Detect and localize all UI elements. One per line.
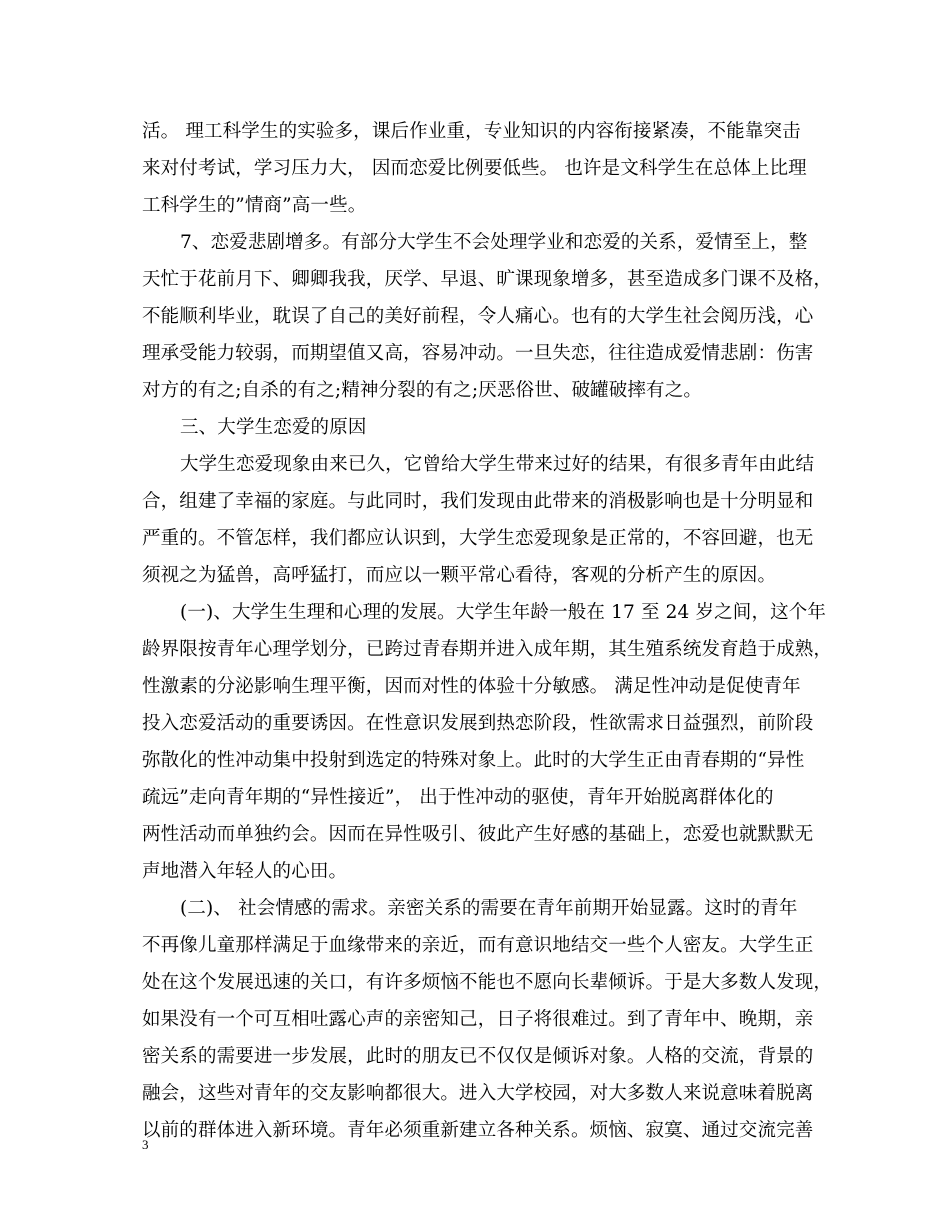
text-line: 来对付考试，学习压力大， 因而恋爱比例要低些。 也许是文科学生在总体上比理: [142, 158, 807, 179]
text-line: 投入恋爱活动的重要诱因。在性意识发展到热恋阶段，性欲需求日益强烈，前阶段: [142, 713, 814, 734]
text-line: 龄界限按青年心理学划分，已跨过青春期并进入成年期，其生殖系统发育趋于成熟，: [142, 639, 833, 660]
text-line: 须视之为猛兽，高呼猛打，而应以一颗平常心看待，客观的分析产生的原因。: [142, 565, 777, 586]
text-line: 天忙于花前月下、卿卿我我，厌学、早退、旷课现象增多，甚至造成多门课不及格，: [142, 269, 833, 290]
text-line: 疏远”走向青年期的“异性接近”， 出于性冲动的驱使，青年开始脱离群体化的: [142, 787, 774, 808]
text-line: 密关系的需要进一步发展，此时的朋友已不仅仅是倾诉对象。人格的交流，背景的: [142, 1046, 814, 1067]
text-line: 以前的群体进入新环境。青年必须重新建立各种关系。烦恼、寂寞、通过交流完善: [142, 1120, 814, 1141]
text-line: 两性活动而单独约会。因而在异性吸引、彼此产生好感的基础上，恋爱也就默默无: [142, 824, 814, 845]
text-line: 严重的。不管怎样，我们都应认识到，大学生恋爱现象是正常的，不容回避，也无: [142, 528, 814, 549]
text-line: 处在这个发展迅速的关口，有许多烦恼不能也不愿向长辈倾诉。于是大多数人发现，: [142, 972, 833, 993]
text-line: 三、大学生恋爱的原因: [180, 417, 367, 438]
text-line: 弥散化的性冲动集中投射到选定的特殊对象上。此时的大学生正由青春期的“异性: [142, 750, 805, 771]
text-line: (二)、 社会情感的需求。亲密关系的需要在青年前期开始显露。这时的青年: [180, 898, 798, 919]
text-line: 声地潜入年轻人的心田。: [142, 861, 348, 882]
text-line: 活。 理工科学生的实验多，课后作业重，专业知识的内容衔接紧凑，不能靠突击: [142, 121, 801, 142]
text-line: 如果没有一个可互相吐露心声的亲密知己，日子将很难过。到了青年中、晚期，亲: [142, 1009, 814, 1030]
page-number: 3: [142, 1137, 149, 1152]
text-line: 7、恋爱悲剧增多。有部分大学生不会处理学业和恋爱的关系，爱情至上，整: [180, 232, 808, 253]
text-line: 性激素的分泌影响生理平衡，因而对性的体验十分敏感。 满足性冲动是促使青年: [142, 676, 801, 697]
text-line: 对方的有之;自杀的有之;精神分裂的有之;厌恶俗世、破罐破摔有之。: [142, 380, 703, 401]
text-line: 合，组建了幸福的家庭。与此同时，我们发现由此带来的消极影响也是十分明显和: [142, 491, 814, 512]
text-line: 不能顺利毕业，耽误了自己的美好前程，令人痛心。也有的大学生社会阅历浅，心: [142, 306, 814, 327]
text-line: 融会，这些对青年的交友影响都很大。进入大学校园，对大多数人来说意味着脱离: [142, 1083, 814, 1104]
text-line: (一)、大学生生理和心理的发展。大学生年龄一般在 17 至 24 岁之间，这个年: [180, 602, 827, 623]
body-text: [142, 113, 833, 1149]
text-line: 工科学生的”情商”高一些。: [142, 195, 367, 216]
text-line: 不再像儿童那样满足于血缘带来的亲近，而有意识地结交一些个人密友。大学生正: [142, 935, 814, 956]
text-line: 大学生恋爱现象由来已久，它曾给大学生带来过好的结果，有很多青年由此结: [180, 454, 815, 475]
text-line: 理承受能力较弱，而期望值又高，容易冲动。一旦失恋，往往造成爱情悲剧：伤害: [142, 343, 814, 364]
